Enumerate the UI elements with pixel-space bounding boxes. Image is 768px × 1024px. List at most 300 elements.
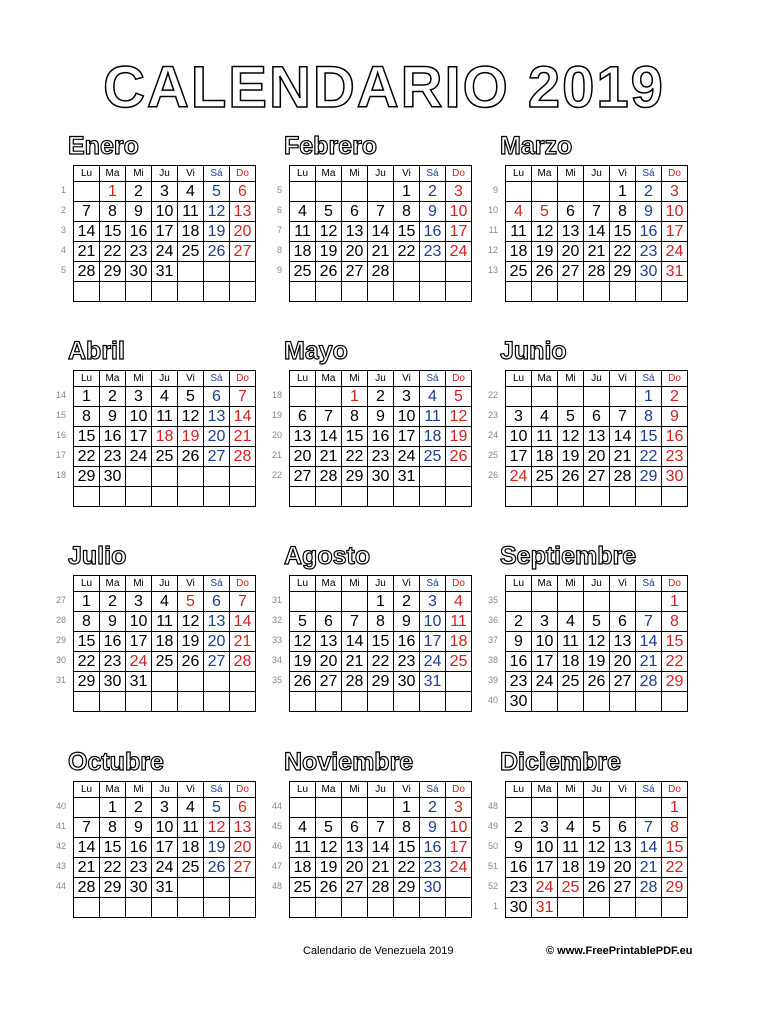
day-cell: 19 [316, 858, 342, 878]
day-cell: 18 [178, 222, 204, 242]
day-cell: 4 [558, 818, 584, 838]
day-cell: 4 [558, 612, 584, 632]
day-cell: 17 [532, 858, 558, 878]
weekday-header: Do [446, 576, 472, 592]
day-cell: 6 [230, 182, 256, 202]
day-cell: 31 [532, 898, 558, 918]
day-cell: 22 [368, 652, 394, 672]
empty-cell [584, 798, 610, 818]
empty-cell [584, 692, 610, 712]
footer-caption: Calendario de Venezuela 2019 [303, 945, 454, 957]
day-cell: 24 [420, 652, 446, 672]
empty-cell [636, 692, 662, 712]
day-cell: 8 [610, 202, 636, 222]
day-cell: 9 [506, 632, 532, 652]
day-cell: 10 [532, 838, 558, 858]
day-cell: 16 [420, 222, 446, 242]
empty-cell [420, 487, 446, 507]
day-cell: 30 [126, 262, 152, 282]
month-name: Julio [68, 542, 127, 570]
month-name: Abril [68, 337, 125, 365]
day-cell: 20 [204, 427, 230, 447]
weekday-header: Sá [636, 782, 662, 798]
day-cell: 28 [230, 652, 256, 672]
day-cell: 31 [152, 262, 178, 282]
day-cell: 28 [636, 672, 662, 692]
day-cell: 2 [420, 182, 446, 202]
empty-cell [178, 282, 204, 302]
week-number: 25 [487, 450, 498, 460]
empty-cell [316, 387, 342, 407]
day-cell: 20 [558, 242, 584, 262]
day-cell: 8 [100, 202, 126, 222]
day-cell: 12 [316, 838, 342, 858]
empty-cell [152, 467, 178, 487]
empty-cell [230, 487, 256, 507]
week-number: 16 [55, 430, 66, 440]
day-cell: 14 [610, 427, 636, 447]
weekday-header: Mi [558, 371, 584, 387]
day-cell: 6 [584, 407, 610, 427]
weekday-header: Sá [420, 576, 446, 592]
empty-cell [610, 387, 636, 407]
week-number: 26 [487, 470, 498, 480]
empty-cell [662, 487, 688, 507]
weekday-header: Ma [100, 166, 126, 182]
weekday-header: Do [230, 576, 256, 592]
day-cell: 23 [126, 858, 152, 878]
week-number: 12 [487, 245, 498, 255]
day-cell: 27 [204, 447, 230, 467]
day-cell: 14 [230, 407, 256, 427]
empty-cell [506, 282, 532, 302]
empty-cell [290, 898, 316, 918]
empty-cell [610, 487, 636, 507]
day-cell: 23 [394, 652, 420, 672]
weekday-header: Ju [584, 576, 610, 592]
day-cell: 6 [204, 387, 230, 407]
footer-copyright: © www.FreePrintablePDF.eu [546, 945, 693, 957]
month-table [289, 781, 472, 918]
month-table [505, 165, 688, 302]
day-cell: 11 [558, 632, 584, 652]
day-cell: 22 [74, 652, 100, 672]
day-cell: 2 [100, 387, 126, 407]
weekday-header: Ma [316, 371, 342, 387]
weekday-header: Vi [178, 166, 204, 182]
week-number: 32 [271, 615, 282, 625]
empty-cell [74, 182, 100, 202]
day-cell: 14 [584, 222, 610, 242]
day-cell: 24 [532, 672, 558, 692]
weekday-header: Sá [420, 782, 446, 798]
day-cell: 12 [290, 632, 316, 652]
day-cell: 7 [368, 202, 394, 222]
month-table [73, 370, 256, 507]
empty-cell [316, 592, 342, 612]
weekday-header: Lu [74, 782, 100, 798]
day-cell: 17 [446, 222, 472, 242]
empty-cell [230, 467, 256, 487]
month-name: Marzo [500, 132, 573, 160]
day-cell: 7 [316, 407, 342, 427]
day-cell: 2 [506, 612, 532, 632]
day-cell: 3 [662, 182, 688, 202]
day-cell: 18 [290, 242, 316, 262]
day-cell: 5 [290, 612, 316, 632]
day-cell: 18 [532, 447, 558, 467]
day-cell: 16 [126, 838, 152, 858]
day-cell: 21 [584, 242, 610, 262]
day-cell: 22 [74, 447, 100, 467]
empty-cell [636, 487, 662, 507]
day-cell: 31 [152, 878, 178, 898]
weekday-header: Do [662, 576, 688, 592]
day-cell: 28 [584, 262, 610, 282]
day-cell: 18 [446, 632, 472, 652]
week-number: 27 [55, 595, 66, 605]
day-cell: 13 [316, 632, 342, 652]
empty-cell [394, 282, 420, 302]
day-cell: 10 [532, 632, 558, 652]
empty-cell [152, 692, 178, 712]
day-cell: 30 [506, 898, 532, 918]
day-cell: 15 [636, 427, 662, 447]
day-cell: 1 [610, 182, 636, 202]
day-cell: 25 [420, 447, 446, 467]
day-cell: 16 [100, 632, 126, 652]
empty-cell [178, 672, 204, 692]
day-cell: 6 [316, 612, 342, 632]
day-cell: 20 [610, 652, 636, 672]
empty-cell [230, 262, 256, 282]
day-cell: 3 [420, 592, 446, 612]
day-cell: 30 [506, 692, 532, 712]
empty-cell [394, 262, 420, 282]
weekday-header: Lu [290, 166, 316, 182]
day-cell: 22 [662, 652, 688, 672]
weekday-header: Lu [74, 576, 100, 592]
day-cell: 4 [506, 202, 532, 222]
weekday-header: Vi [610, 576, 636, 592]
empty-cell [290, 487, 316, 507]
empty-cell [610, 282, 636, 302]
empty-cell [368, 798, 394, 818]
weekday-header: Ma [316, 576, 342, 592]
day-cell: 9 [662, 407, 688, 427]
week-number: 3 [60, 225, 66, 235]
weekday-header: Vi [178, 782, 204, 798]
day-cell: 16 [636, 222, 662, 242]
empty-cell [178, 878, 204, 898]
empty-cell [584, 592, 610, 612]
day-cell: 19 [290, 652, 316, 672]
weekday-header: Lu [506, 166, 532, 182]
day-cell: 22 [394, 242, 420, 262]
empty-cell [204, 672, 230, 692]
day-cell: 11 [532, 427, 558, 447]
month-name: Octubre [68, 748, 164, 776]
day-cell: 29 [662, 878, 688, 898]
weekday-header: Sá [420, 166, 446, 182]
month-name: Agosto [284, 542, 371, 570]
empty-cell [446, 282, 472, 302]
day-cell: 23 [420, 242, 446, 262]
day-cell: 2 [636, 182, 662, 202]
day-cell: 24 [446, 858, 472, 878]
day-cell: 29 [394, 878, 420, 898]
empty-cell [446, 878, 472, 898]
day-cell: 14 [230, 612, 256, 632]
weekday-header: Mi [126, 782, 152, 798]
week-number: 33 [271, 635, 282, 645]
day-cell: 15 [662, 838, 688, 858]
day-cell: 26 [584, 878, 610, 898]
day-cell: 18 [558, 858, 584, 878]
empty-cell [178, 467, 204, 487]
weekday-header: Sá [204, 371, 230, 387]
day-cell: 10 [446, 202, 472, 222]
weekday-header: Ma [532, 782, 558, 798]
empty-cell [204, 898, 230, 918]
empty-cell [532, 387, 558, 407]
day-cell: 25 [506, 262, 532, 282]
day-cell: 7 [636, 818, 662, 838]
day-cell: 9 [506, 838, 532, 858]
day-cell: 8 [394, 202, 420, 222]
week-number: 11 [488, 225, 498, 235]
empty-cell [126, 487, 152, 507]
day-cell: 3 [126, 387, 152, 407]
empty-cell [558, 487, 584, 507]
weekday-header: Ju [152, 576, 178, 592]
day-cell: 29 [662, 672, 688, 692]
day-cell: 8 [394, 818, 420, 838]
empty-cell [636, 898, 662, 918]
day-cell: 21 [74, 858, 100, 878]
day-cell: 10 [152, 202, 178, 222]
weekday-header: Do [230, 166, 256, 182]
day-cell: 12 [204, 818, 230, 838]
week-number: 39 [487, 675, 498, 685]
day-cell: 10 [446, 818, 472, 838]
day-cell: 20 [316, 652, 342, 672]
week-number: 36 [487, 615, 498, 625]
day-cell: 20 [230, 838, 256, 858]
day-cell: 15 [74, 427, 100, 447]
day-cell: 26 [316, 878, 342, 898]
day-cell: 5 [584, 818, 610, 838]
day-cell: 27 [204, 652, 230, 672]
empty-cell [204, 487, 230, 507]
weekday-header: Ma [532, 166, 558, 182]
day-cell: 9 [420, 818, 446, 838]
day-cell: 25 [290, 262, 316, 282]
day-cell: 30 [662, 467, 688, 487]
day-cell: 5 [204, 798, 230, 818]
empty-cell [610, 798, 636, 818]
empty-cell [230, 282, 256, 302]
day-cell: 23 [126, 242, 152, 262]
day-cell: 9 [368, 407, 394, 427]
empty-cell [558, 182, 584, 202]
day-cell: 1 [74, 592, 100, 612]
day-cell: 1 [368, 592, 394, 612]
day-cell: 13 [558, 222, 584, 242]
day-cell: 17 [506, 447, 532, 467]
day-cell: 16 [100, 427, 126, 447]
day-cell: 3 [152, 182, 178, 202]
month-table [289, 575, 472, 712]
day-cell: 6 [290, 407, 316, 427]
day-cell: 5 [316, 202, 342, 222]
day-cell: 14 [368, 222, 394, 242]
day-cell: 23 [100, 447, 126, 467]
day-cell: 1 [662, 592, 688, 612]
empty-cell [204, 878, 230, 898]
day-cell: 22 [100, 858, 126, 878]
day-cell: 11 [446, 612, 472, 632]
empty-cell [506, 387, 532, 407]
day-cell: 25 [152, 652, 178, 672]
day-cell: 27 [230, 242, 256, 262]
weekday-header: Ma [532, 371, 558, 387]
day-cell: 1 [100, 182, 126, 202]
day-cell: 15 [100, 222, 126, 242]
week-number: 17 [55, 450, 66, 460]
day-cell: 3 [532, 818, 558, 838]
empty-cell [662, 692, 688, 712]
empty-cell [446, 262, 472, 282]
weekday-header: Mi [126, 371, 152, 387]
month-name: Septiembre [500, 542, 637, 570]
day-cell: 4 [152, 592, 178, 612]
day-cell: 14 [368, 838, 394, 858]
day-cell: 6 [342, 202, 368, 222]
week-number: 46 [271, 841, 282, 851]
day-cell: 4 [178, 798, 204, 818]
empty-cell [316, 182, 342, 202]
day-cell: 3 [446, 182, 472, 202]
day-cell: 1 [342, 387, 368, 407]
empty-cell [584, 487, 610, 507]
weekday-header: Mi [558, 576, 584, 592]
day-cell: 14 [636, 632, 662, 652]
day-cell: 25 [178, 242, 204, 262]
empty-cell [420, 692, 446, 712]
day-cell: 22 [394, 858, 420, 878]
day-cell: 27 [610, 878, 636, 898]
week-number: 31 [55, 675, 66, 685]
day-cell: 21 [636, 858, 662, 878]
empty-cell [230, 898, 256, 918]
weekday-header: Mi [342, 782, 368, 798]
weekday-header: Do [446, 782, 472, 798]
day-cell: 11 [558, 838, 584, 858]
day-cell: 21 [368, 858, 394, 878]
day-cell: 17 [394, 427, 420, 447]
day-cell: 2 [394, 592, 420, 612]
weekday-header: Ma [100, 782, 126, 798]
day-cell: 26 [204, 858, 230, 878]
week-number: 1 [60, 185, 66, 195]
day-cell: 19 [446, 427, 472, 447]
weekday-header: Vi [394, 371, 420, 387]
empty-cell [290, 592, 316, 612]
day-cell: 9 [100, 612, 126, 632]
month-table [73, 781, 256, 918]
week-number: 42 [55, 841, 66, 851]
day-cell: 13 [230, 818, 256, 838]
day-cell: 4 [178, 182, 204, 202]
day-cell: 23 [100, 652, 126, 672]
day-cell: 16 [662, 427, 688, 447]
empty-cell [74, 898, 100, 918]
day-cell: 21 [74, 242, 100, 262]
day-cell: 3 [506, 407, 532, 427]
day-cell: 26 [446, 447, 472, 467]
day-cell: 9 [394, 612, 420, 632]
week-number: 40 [487, 695, 498, 705]
day-cell: 28 [74, 878, 100, 898]
day-cell: 21 [230, 427, 256, 447]
day-cell: 14 [342, 632, 368, 652]
day-cell: 25 [178, 858, 204, 878]
day-cell: 14 [316, 427, 342, 447]
day-cell: 18 [290, 858, 316, 878]
day-cell: 26 [178, 447, 204, 467]
day-cell: 7 [74, 818, 100, 838]
day-cell: 19 [316, 242, 342, 262]
day-cell: 30 [126, 878, 152, 898]
weekday-header: Vi [610, 371, 636, 387]
empty-cell [342, 692, 368, 712]
empty-cell [610, 898, 636, 918]
day-cell: 31 [394, 467, 420, 487]
empty-cell [290, 692, 316, 712]
month-table [505, 781, 688, 918]
month-table [73, 165, 256, 302]
empty-cell [446, 487, 472, 507]
day-cell: 11 [420, 407, 446, 427]
day-cell: 4 [290, 202, 316, 222]
empty-cell [558, 692, 584, 712]
day-cell: 17 [532, 652, 558, 672]
empty-cell [74, 487, 100, 507]
weekday-header: Sá [636, 576, 662, 592]
empty-cell [584, 282, 610, 302]
empty-cell [204, 282, 230, 302]
day-cell: 5 [532, 202, 558, 222]
month-name: Noviembre [284, 748, 414, 776]
day-cell: 13 [610, 838, 636, 858]
day-cell: 28 [610, 467, 636, 487]
day-cell: 12 [446, 407, 472, 427]
empty-cell [420, 898, 446, 918]
weekday-header: Lu [74, 166, 100, 182]
day-cell: 27 [230, 858, 256, 878]
week-number: 18 [271, 390, 282, 400]
day-cell: 22 [342, 447, 368, 467]
week-number: 29 [55, 635, 66, 645]
week-number: 9 [492, 185, 498, 195]
day-cell: 13 [290, 427, 316, 447]
day-cell: 15 [74, 632, 100, 652]
week-number: 4 [60, 245, 66, 255]
week-number: 6 [276, 205, 282, 215]
week-number: 48 [487, 801, 498, 811]
week-number: 40 [55, 801, 66, 811]
